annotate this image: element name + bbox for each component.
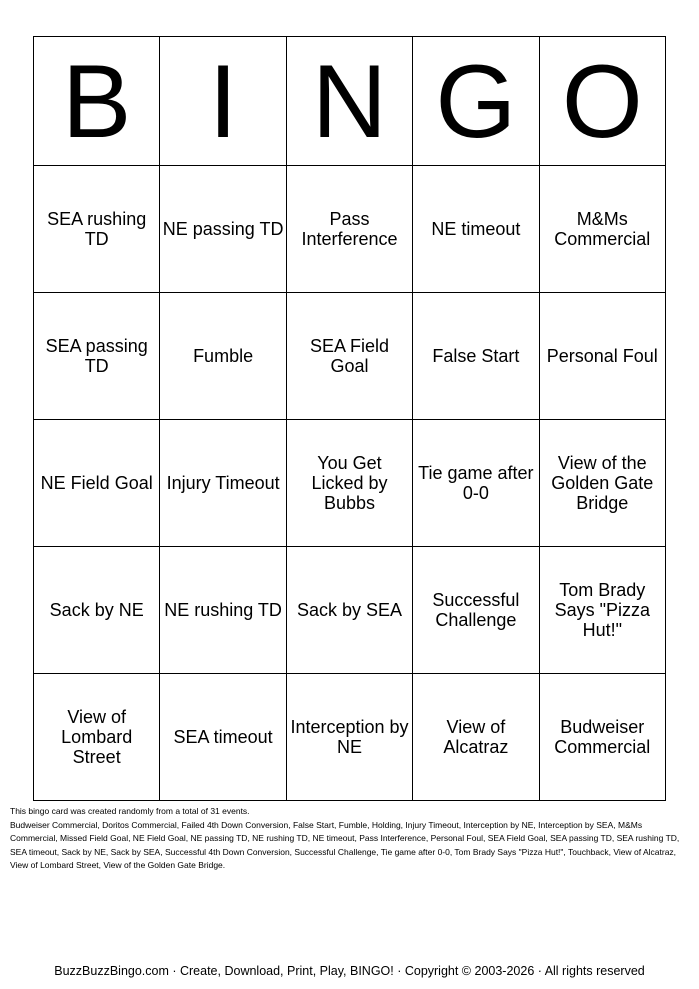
bingo-cell: Fumble [160, 293, 286, 420]
bingo-card [33, 36, 666, 801]
bingo-cell: Successful Challenge [413, 547, 539, 674]
bingo-cell: Tom Brady Says "Pizza Hut!" [539, 547, 665, 674]
bingo-row [34, 166, 666, 293]
bingo-cell: NE rushing TD [160, 547, 286, 674]
bingo-cell: NE timeout [413, 166, 539, 293]
footer-copyright: BuzzBuzzBingo.com · Create, Download, Print, Play, BINGO! · Copyright © 2003-2026 · All rights reserved [54, 964, 645, 978]
bingo-cell: SEA rushing TD [34, 166, 160, 293]
bingo-cell: M&Ms Commercial [539, 166, 665, 293]
bingo-row [34, 293, 666, 420]
bingo-row [34, 674, 666, 801]
bingo-cell: Sack by NE [34, 547, 160, 674]
bingo-header-letter: I [160, 37, 286, 166]
bingo-header-letter: O [539, 37, 665, 166]
bingo-cell: View of the Golden Gate Bridge [539, 420, 665, 547]
bingo-cell: Budweiser Commercial [539, 674, 665, 801]
bingo-cell: Injury Timeout [160, 420, 286, 547]
bingo-header-letter: N [286, 37, 412, 166]
card-info [10, 805, 690, 873]
bingo-cell: NE Field Goal [34, 420, 160, 547]
bingo-cell: View of Lombard Street [34, 674, 160, 801]
bingo-cell: NE passing TD [160, 166, 286, 293]
bingo-cell: SEA Field Goal [286, 293, 412, 420]
bingo-cell: Tie game after 0-0 [413, 420, 539, 547]
bingo-cell: False Start [413, 293, 539, 420]
bingo-header-letter: G [413, 37, 539, 166]
bingo-cell: View of Alcatraz [413, 674, 539, 801]
bingo-cell: Interception by NE [286, 674, 412, 801]
bingo-row [34, 547, 666, 674]
bingo-cell: SEA passing TD [34, 293, 160, 420]
bingo-cell: You Get Licked by Bubbs [286, 420, 412, 547]
bingo-header-row [34, 37, 666, 166]
card-info-intro: This bingo card was created randomly from a total of 31 events. [10, 806, 250, 816]
bingo-header-letter: B [34, 37, 160, 166]
bingo-cell: SEA timeout [160, 674, 286, 801]
bingo-cell: Sack by SEA [286, 547, 412, 674]
bingo-cell: Personal Foul [539, 293, 665, 420]
bingo-row [34, 420, 666, 547]
bingo-cell: Pass Interference [286, 166, 412, 293]
card-info-event-list: Budweiser Commercial, Doritos Commercial, Failed 4th Down Conversion, False Start, Fumble, Holding, Injury Timeout, Interception by NE, Interception by SEA, M&Ms Commercial, Missed Field Goal, NE Field Goal, NE passing TD, NE rushing TD, NE timeout, Pass Interference, Personal Foul, SEA Field Goal, SEA passing TD, SEA rushing TD, SEA timeout, Sack by NE, Sack by SEA, Successful 4th Down Conversion, Successful Challenge, Tie game after 0-0, Tom Brady Says "Pizza Hut!", Touchback, View of Alcatraz, View of Lombard Street, View of the Golden Gate Bridge. [10, 819, 680, 870]
